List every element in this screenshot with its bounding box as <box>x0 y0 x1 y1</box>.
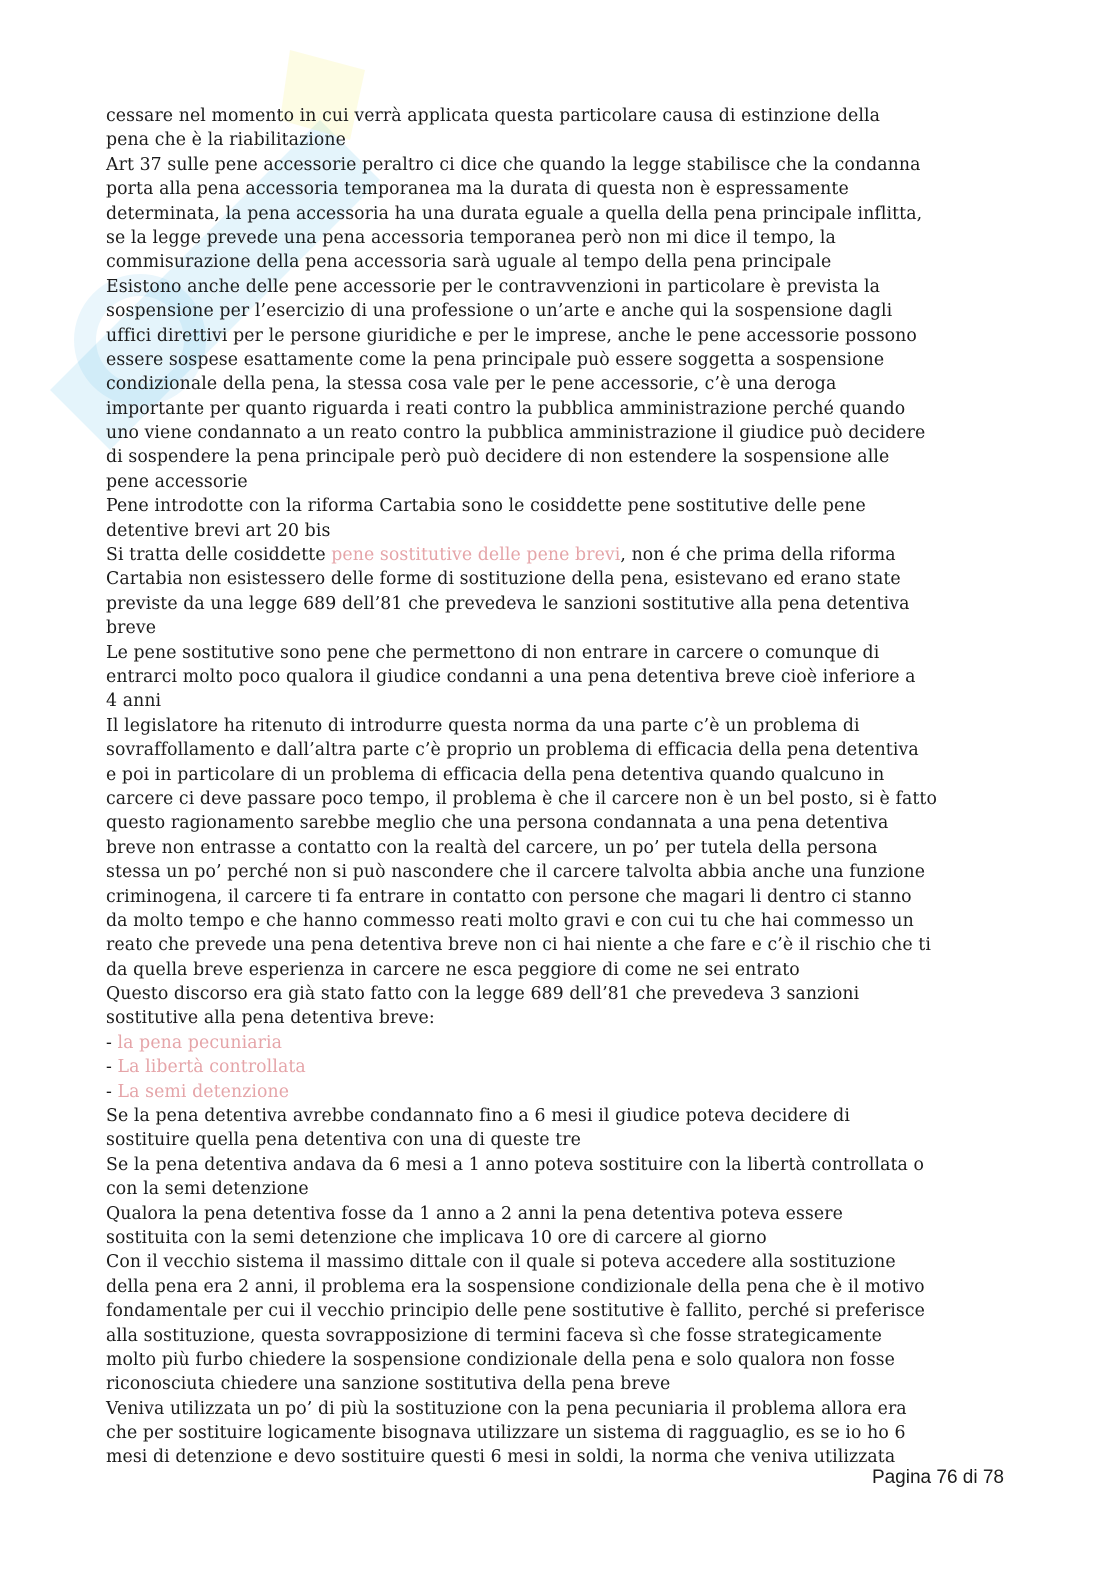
text-line <box>106 933 1016 957</box>
text-segment: cessare nel momento in cui verrà applicata questa particolare causa di estinzione della <box>106 106 880 126</box>
text-line <box>106 1177 1016 1201</box>
document-body <box>106 104 1016 1470</box>
text-line <box>106 275 1016 299</box>
text-line <box>106 153 1016 177</box>
text-segment: commisurazione della pena accessoria sarà uguale al tempo della pena principale <box>106 252 832 273</box>
text-segment: con la semi detenzione <box>106 1179 309 1200</box>
text-segment: riconosciuta chiedere una sanzione sostitutiva della pena breve <box>106 1374 671 1395</box>
text-segment: previste da una legge 689 dell’81 che prevedeva le sanzioni sostitutive alla pena detentiva <box>106 593 910 614</box>
text-segment: Questo discorso era già stato fatto con la legge 689 dell’81 che prevedeva 3 sanzioni <box>106 984 860 1005</box>
text-line <box>106 1080 1016 1104</box>
text-line <box>106 1006 1016 1030</box>
text-line <box>106 763 1016 787</box>
text-line <box>106 494 1016 518</box>
text-line <box>106 1299 1016 1323</box>
text-line <box>106 787 1016 811</box>
text-line <box>106 641 1016 665</box>
text-line <box>106 421 1016 445</box>
text-segment: fondamentale per cui il vecchio principio delle pene sostitutive è fallito, perché si preferisce <box>106 1301 926 1322</box>
text-segment: Il legislatore ha ritenuto di introdurre questa norma da una parte c’è un problema di <box>106 715 860 736</box>
text-line <box>106 104 1016 128</box>
text-line <box>106 519 1016 543</box>
text-segment: alla sostituzione, questa sovrapposizione di termini faceva sì che fosse strategicamente <box>106 1325 882 1346</box>
text-segment: Pene introdotte con la riforma Cartabia sono le cosiddette pene sostitutive delle pene <box>106 496 866 517</box>
text-segment: uffici direttivi per le persone giuridiche e per le imprese, anche le pene accessorie possono <box>106 325 917 346</box>
text-line <box>106 470 1016 494</box>
text-line <box>106 860 1016 884</box>
text-segment: se la legge prevede una pena accessoria temporanea però non mi dice il tempo, la <box>106 227 836 248</box>
text-line <box>106 1031 1016 1055</box>
text-segment: pene accessorie <box>106 471 248 492</box>
text-line <box>106 324 1016 348</box>
text-segment: essere sospese esattamente come la pena principale può essere soggetta a sospensione <box>106 349 885 370</box>
text-segment: Veniva utilizzata un po’ di più la sostituzione con la pena pecuniaria il problema allora era <box>106 1398 907 1419</box>
text-segment: Se la pena detentiva andava da 6 mesi a 1 anno poteva sostituire con la libertà controllata o <box>106 1154 925 1175</box>
text-segment: determinata, la pena accessoria ha una durata eguale a quella della pena principale inflitta, <box>106 203 923 224</box>
text-line <box>106 1153 1016 1177</box>
text-line <box>106 1128 1016 1152</box>
text-line <box>106 592 1016 616</box>
text-segment: entrarci molto poco qualora il giudice condanni a una pena detentiva breve cioè inferiore a <box>106 666 916 687</box>
text-segment: 4 anni <box>106 691 162 712</box>
text-segment: importante per quanto riguarda i reati contro la pubblica amministrazione perché quando <box>106 398 906 419</box>
highlighted-text: La semi detenzione <box>117 1081 290 1102</box>
text-line <box>106 689 1016 713</box>
text-segment: breve <box>106 618 157 639</box>
text-segment: mesi di detenzione e devo sostituire questi 6 mesi in soldi, la norma che veniva utilizzata <box>106 1447 896 1468</box>
text-segment: condizionale della pena, la stessa cosa vale per le pene accessorie, c’è una deroga <box>106 374 837 395</box>
text-segment: sovraffollamento e dall’altra parte c’è proprio un problema di efficacia della pena detentiva <box>106 740 919 761</box>
text-line <box>106 128 1016 152</box>
highlighted-text: la pena pecuniaria <box>117 1032 283 1053</box>
text-segment: Qualora la pena detentiva fosse da 1 anno a 2 anni la pena detentiva poteva essere <box>106 1203 843 1224</box>
text-line <box>106 1275 1016 1299</box>
text-segment: carcere ci deve passare poco tempo, il problema è che il carcere non è un bel posto, si è fatto <box>106 788 937 809</box>
text-segment: uno viene condannato a un reato contro la pubblica amministrazione il giudice può decidere <box>106 423 926 444</box>
text-segment: Cartabia non esistessero delle forme di sostituzione della pena, esistevano ed erano state <box>106 569 901 590</box>
text-line <box>106 982 1016 1006</box>
text-line <box>106 1104 1016 1128</box>
text-line <box>106 836 1016 860</box>
text-line <box>106 445 1016 469</box>
text-segment: detentive brevi art 20 bis <box>106 520 331 541</box>
text-line <box>106 714 1016 738</box>
text-line <box>106 1250 1016 1274</box>
text-line <box>106 738 1016 762</box>
text-segment: da quella breve esperienza in carcere ne esca peggiore di come ne sei entrato <box>106 959 800 980</box>
text-segment: sostituita con la semi detenzione che implicava 10 ore di carcere al giorno <box>106 1227 767 1248</box>
text-line <box>106 397 1016 421</box>
text-segment: della pena era 2 anni, il problema era la sospensione condizionale della pena che è il motivo <box>106 1276 925 1297</box>
text-segment: pena che è la riabilitazione <box>106 130 346 151</box>
text-segment: Esistono anche delle pene accessorie per le contravvenzioni in particolare è prevista la <box>106 276 880 297</box>
text-segment: di sospendere la pena principale però può decidere di non estendere la sospensione alle <box>106 447 890 468</box>
text-line <box>106 1372 1016 1396</box>
text-line <box>106 885 1016 909</box>
text-line <box>106 1421 1016 1445</box>
text-segment: porta alla pena accessoria temporanea ma la durata di questa non è espressamente <box>106 179 849 200</box>
text-line <box>106 543 1016 567</box>
highlighted-text: pene sostitutive delle pene brevi <box>331 545 621 566</box>
text-segment: questo ragionamento sarebbe meglio che una persona condannata a una pena detentiva <box>106 813 889 834</box>
text-segment: Si tratta delle cosiddette <box>106 545 332 566</box>
text-segment: Se la pena detentiva avrebbe condannato fino a 6 mesi il giudice poteva decidere di <box>106 1106 850 1127</box>
text-line <box>106 1348 1016 1372</box>
text-line <box>106 226 1016 250</box>
text-line <box>106 909 1016 933</box>
text-segment: Le pene sostitutive sono pene che permettono di non entrare in carcere o comunque di <box>106 642 880 663</box>
text-segment: reato che prevede una pena detentiva breve non ci hai niente a che fare e c’è il rischio che ti <box>106 935 931 956</box>
text-segment: Art 37 sulle pene accessorie peraltro ci dice che quando la legge stabilisce che la condanna <box>106 154 921 175</box>
text-segment: e poi in particolare di un problema di efficacia della pena detentiva quando qualcuno in <box>106 764 885 785</box>
text-line <box>106 567 1016 591</box>
text-line <box>106 202 1016 226</box>
text-line <box>106 1324 1016 1348</box>
text-segment: stessa un po’ perché non si può nascondere che il carcere talvolta abbia anche una funzione <box>106 862 926 883</box>
page-number: Pagina 76 di 78 <box>871 1467 1004 1488</box>
text-segment: sospensione per l’esercizio di una professione o un’arte e anche qui la sospensione dagli <box>106 301 893 322</box>
text-line <box>106 665 1016 689</box>
text-segment: breve non entrasse a contatto con la realtà del carcere, un po’ per tutela della persona <box>106 837 878 858</box>
highlighted-text: La libertà controllata <box>117 1057 306 1078</box>
text-line <box>106 1055 1016 1079</box>
text-line <box>106 372 1016 396</box>
text-line <box>106 250 1016 274</box>
text-line <box>106 1397 1016 1421</box>
text-line <box>106 958 1016 982</box>
text-line <box>106 177 1016 201</box>
text-segment: criminogena, il carcere ti fa entrare in contatto con persone che magari li dentro ci stanno <box>106 886 912 907</box>
text-segment: , non é che prima della riforma <box>620 545 896 566</box>
text-segment: sostitutive alla pena detentiva breve: <box>106 1008 435 1029</box>
text-line <box>106 616 1016 640</box>
text-line <box>106 811 1016 835</box>
text-line <box>106 348 1016 372</box>
text-line <box>106 1202 1016 1226</box>
text-segment: da molto tempo e che hanno commesso reati molto gravi e con cui tu che hai commesso un <box>106 910 914 931</box>
text-line <box>106 1226 1016 1250</box>
text-segment: molto più furbo chiedere la sospensione condizionale della pena e solo qualora non fosse <box>106 1349 895 1370</box>
text-segment: - <box>106 1081 118 1102</box>
text-segment: - <box>106 1032 118 1053</box>
text-segment: Con il vecchio sistema il massimo dittale con il quale si poteva accedere alla sostituzione <box>106 1252 896 1273</box>
text-segment: sostituire quella pena detentiva con una di queste tre <box>106 1130 581 1151</box>
text-segment: che per sostituire logicamente bisognava utilizzare un sistema di ragguaglio, es se io ho 6 <box>106 1423 906 1444</box>
text-line <box>106 299 1016 323</box>
text-segment: - <box>106 1057 118 1078</box>
